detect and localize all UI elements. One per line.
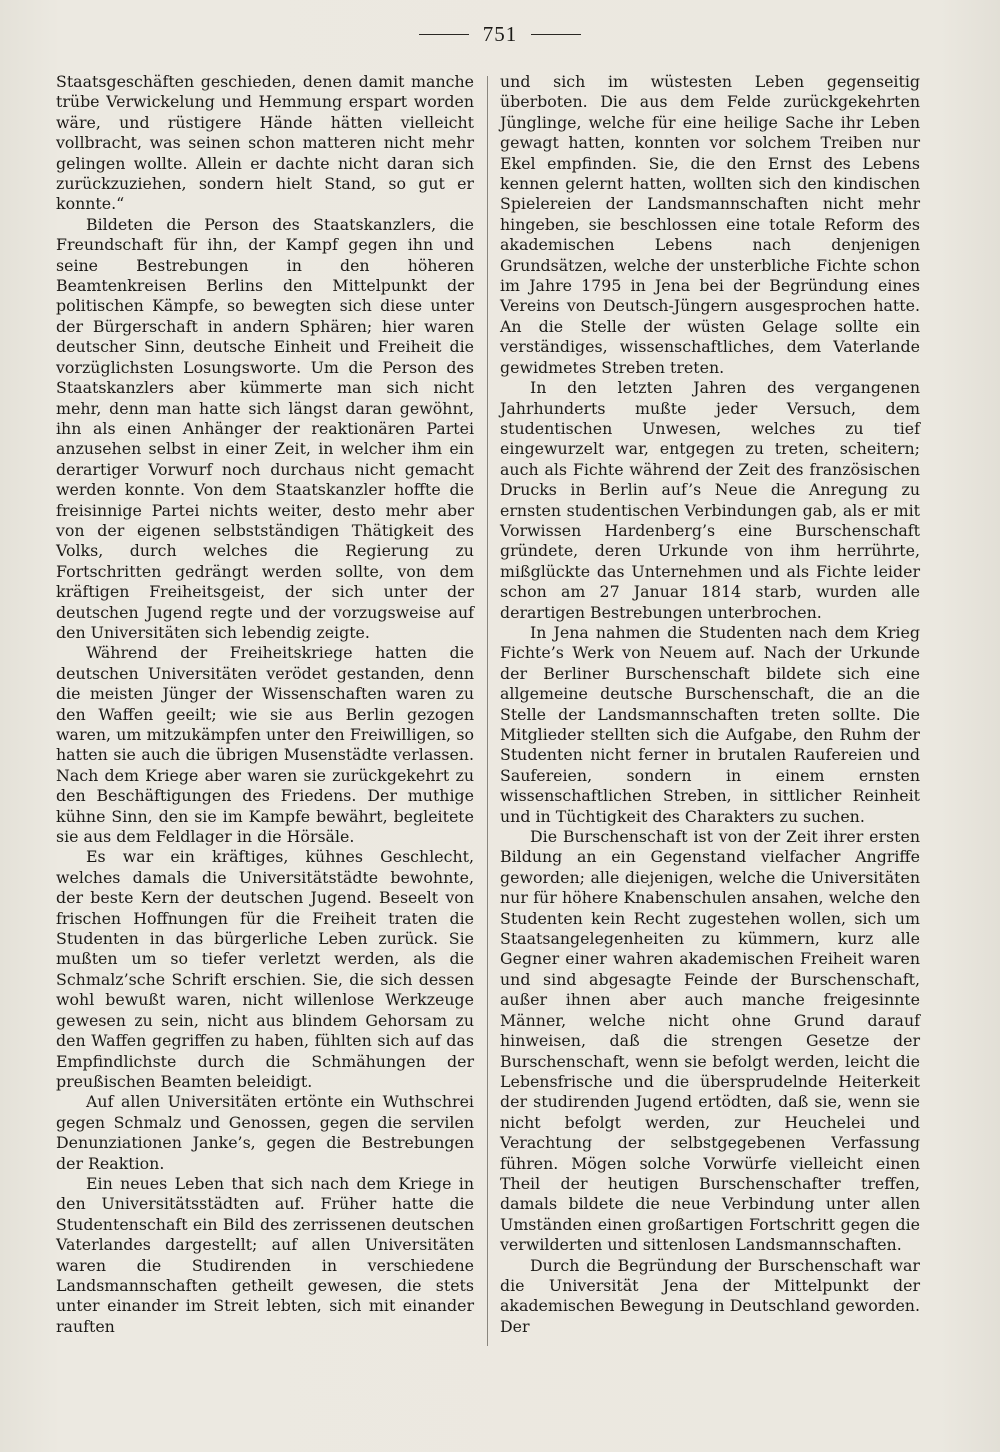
paragraph: Ein neues Leben that sich nach dem Kriege in den Universitätsstädten auf. Früher hatte die Studentenschaft ein Bild des zerrissenen deutschen Vaterlandes dargestellt; auf allen Universitäten waren die Studirenden in verschiedene Landsmannschaften getheilt gewesen, die stets unter einander im Streit lebten, sich mit einander rauften bbox=[56, 1173, 474, 1336]
right-column bbox=[500, 72, 920, 1337]
paragraph: Auf allen Universitäten ertönte ein Wuthschrei gegen Schmalz und Genossen, gegen die servilen Denunziationen Janke’s, gegen die Bestrebungen der Reaktion. bbox=[56, 1092, 474, 1173]
paragraph: Durch die Begründung der Burschenschaft war die Universität Jena der Mittelpunkt der akademischen Bewegung in Deutschland geworden. Der bbox=[500, 1255, 920, 1336]
paragraph: In den letzten Jahren des vergangenen Jahrhunderts mußte jeder Versuch, dem studentischen Unwesen, welches zu tief eingewurzelt war, entgegen zu treten, scheitern; auch als Fichte während der Zeit des französischen Drucks in Berlin auf’s Neue die Anregung zu ernsten studentischen Verbindungen gab, als er mit Vorwissen Hardenberg’s eine Burschenschaft gründete, deren Urkunde von ihm herrührte, mißglückte das Unternehmen und als Fichte leider schon am 27 Januar 1814 starb, wurden alle derartigen Bestrebungen unterbrochen. bbox=[500, 378, 920, 622]
paragraph: Es war ein kräftiges, kühnes Geschlecht, welches damals die Universitätstädte bewohnte, der beste Kern der deutschen Jugend. Beseelt von frischen Hoffnungen für die Freiheit traten die Studenten in das bürgerliche Leben zurück. Sie mußten um so tiefer verletzt werden, als die Schmalz’sche Schrift erschien. Sie, die sich dessen wohl bewußt waren, nicht willenlose Werkzeuge gewesen zu sein, nicht aus blindem Gehorsam zu den Waffen gegriffen zu haben, fühlten sich auf das Empfindlichste durch die Schmähungen der preußischen Beamten beleidigt. bbox=[56, 847, 474, 1091]
paragraph: Die Burschenschaft ist von der Zeit ihrer ersten Bildung an ein Gegenstand vielfacher Angriffe geworden; alle diejenigen, welche die Universitäten nur für höhere Knabenschulen ansahen, welche den Studenten kein Recht zugestehen wollen, sich um Staatsangelegenheiten zu kümmern, kurz alle Gegner einer wahren akademischen Freiheit waren und sind abgesagte Feinde der Burschenschaft, außer ihnen aber auch manche freigesinnte Männer, welche nicht ohne Grund darauf hinweisen, daß die strengen Gesetze der Burschenschaft, wenn sie befolgt werden, leicht die Lebensfrische und die übersprudelnde Heiterkeit der studirenden Jugend ertödten, daß sie, wenn sie nicht befolgt werden, zur Heuchelei und Verachtung der selbstgegebenen Verfassung führen. Mögen solche Vorwürfe vielleicht einen Theil der heutigen Burschenschafter treffen, damals bildete die neue Verbindung unter allen Umständen einen großartigen Fortschritt gegen die verwilderten und sittenlosen Landsmannschaften. bbox=[500, 827, 920, 1255]
left-column bbox=[56, 72, 474, 1337]
header-rule-right bbox=[531, 34, 581, 35]
paragraph: Staatsgeschäften geschieden, denen damit manche trübe Verwickelung und Hemmung erspart worden wäre, und rüstigere Hände hätten vielleicht vollbracht, was seinen schon matteren nicht mehr gelingen wollte. Allein er dachte nicht daran sich zurückzuziehen, sondern hielt Stand, so gut er konnte.“ bbox=[56, 72, 474, 214]
column-divider bbox=[487, 76, 488, 1346]
paragraph: Bildeten die Person des Staatskanzlers, die Freundschaft für ihn, der Kampf gegen ihn und seine Bestrebungen in den höheren Beamtenkreisen Berlins den Mittelpunkt der politischen Kämpfe, so bewegten sich diese unter der Bürgerschaft in andern Sphären; hier waren deutscher Sinn, deutsche Einheit und Freiheit die vorzüglichsten Losungsworte. Um die Person des Staatskanzlers aber kümmerte man sich nicht mehr, denn man hatte sich längst daran gewöhnt, ihn als einen Anhänger der reaktionären Partei anzusehen selbst in einer Zeit, in welcher ihm ein derartiger Vorwurf noch durchaus nicht gemacht werden konnte. Von dem Staatskanzler hoffte die freisinnige Partei nichts weiter, desto mehr aber von der eigenen selbstständigen Thätigkeit des Volks, durch welches die Regierung zu Fortschritten gedrängt werden sollte, von dem kräftigen Freiheitsgeist, der sich unter der deutschen Jugend regte und der vorzugsweise auf den Universitäten sich lebendig zeigte. bbox=[56, 214, 474, 642]
header-rule-left bbox=[419, 34, 469, 35]
paragraph: und sich im wüstesten Leben gegenseitig überboten. Die aus dem Felde zurückgekehrten Jünglinge, welche für eine heilige Sache ihr Leben gewagt hatten, konnten vor solchem Treiben nur Ekel empfinden. Sie, die den Ernst des Lebens kennen gelernt hatten, wollten sich den kindischen Spielereien der Landsmannschaften nicht mehr hingeben, sie beschlossen eine totale Reform des akademischen Lebens nach denjenigen Grundsätzen, welche der unsterbliche Fichte schon im Jahre 1795 in Jena bei der Begründung eines Vereins von Deutsch-Jüngern ausgesprochen hatte. An die Stelle der wüsten Gelage sollte ein verständiges, wissenschaftliches, dem Vaterlande gewidmetes Streben treten. bbox=[500, 72, 920, 377]
page-header bbox=[0, 22, 1000, 47]
paragraph: In Jena nahmen die Studenten nach dem Krieg Fichte’s Werk von Neuem auf. Nach der Urkunde der Berliner Burschenschaft bildete sich eine allgemeine deutsche Burschenschaft, die an die Stelle der Landsmannschaften treten sollte. Die Mitglieder stellten sich die Aufgabe, den Ruhm der Studenten nicht ferner in brutalen Raufereien und Saufereien, sondern in einem ernsten wissenschaftlichen Streben, in sittlicher Reinheit und in Tüchtigkeit des Charakters zu suchen. bbox=[500, 622, 920, 826]
paragraph: Während der Freiheitskriege hatten die deutschen Universitäten verödet gestanden, denn die meisten Jünger der Wissenschaften waren zu den Waffen geeilt; wie sie aus Berlin gezogen waren, um mitzukämpfen unter den Freiwilligen, so hatten sie auch die übrigen Musenstädte verlassen. Nach dem Kriege aber waren sie zurückgekehrt zu den Beschäftigungen des Friedens. Der muthige kühne Sinn, den sie im Kampfe bewährt, begleitete sie aus dem Feldlager in die Hörsäle. bbox=[56, 643, 474, 847]
page-number: 751 bbox=[482, 22, 518, 46]
